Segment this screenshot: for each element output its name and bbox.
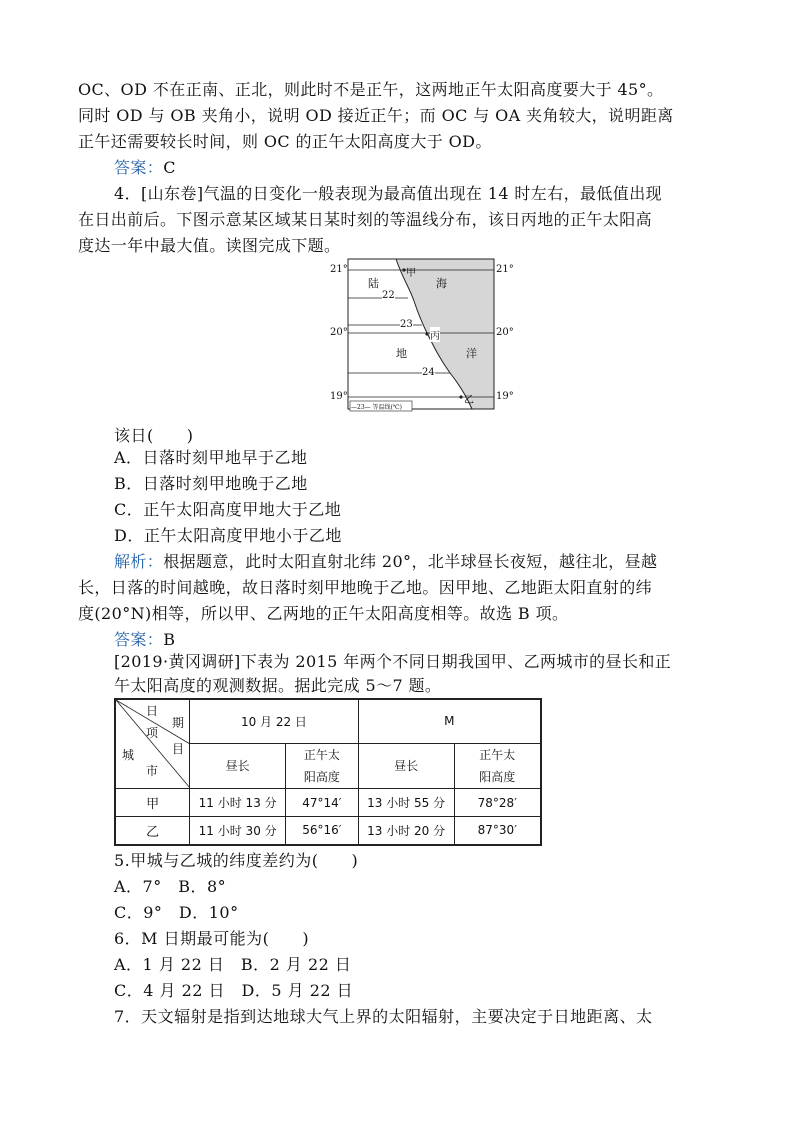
map-legend: —23— 等温线(℃) xyxy=(351,404,402,411)
corner-xiang: 项 xyxy=(146,726,159,740)
lat-19-right: 19° xyxy=(496,391,514,402)
q6-options-1: A．1 月 22 日 B．2 月 22 日 xyxy=(114,955,352,974)
corner-cheng: 城 xyxy=(122,748,135,762)
data-cell: 11 小时 30 分 xyxy=(190,817,286,845)
answer-value: B xyxy=(163,630,176,649)
sub-header-4: 正午太 阳高度 xyxy=(454,743,541,788)
data-cell: 87°30′ xyxy=(454,817,541,845)
analysis-line-1 xyxy=(114,549,728,575)
date-header-1: 10 月 22 日 xyxy=(190,699,358,743)
lat-21-left: 21° xyxy=(330,264,348,275)
place-yi: 乙 xyxy=(464,395,474,406)
lat-21-right: 21° xyxy=(496,264,514,275)
data-cell: 47°14′ xyxy=(286,789,359,817)
q6-options-2: C．4 月 22 日 D．5 月 22 日 xyxy=(114,981,354,1000)
q6-stem: 6．M 日期最可能为( ) xyxy=(114,929,310,948)
corner-shi: 市 xyxy=(146,764,159,778)
city-cell: 甲 xyxy=(115,789,190,817)
isotherm-map xyxy=(330,255,515,415)
q4-option-c: C．正午太阳高度甲地大于乙地 xyxy=(114,500,342,519)
analysis-line-2: 长，日落的时间越晚，故日落时刻甲地晚于乙地。因甲地、乙地距太阳直射的纬 xyxy=(78,578,653,597)
land-label-lu: 陆 xyxy=(368,277,379,290)
q57-line-1: [2019·黄冈调研]下表为 2015 年两个不同日期我国甲、乙两城市的昼长和正 xyxy=(114,652,672,671)
intro-line-2: 同时 OD 与 OB 夹角小，说明 OD 接近正午；而 OC 与 OA 夹角较大，说明距离 xyxy=(78,106,674,125)
isotherm-24: 24 xyxy=(422,367,435,378)
q57-line-2: 午太阳高度的观测数据。据此完成 5～7 题。 xyxy=(114,676,442,695)
date-header-2: M xyxy=(358,699,541,743)
q4-option-a: A．日落时刻甲地早于乙地 xyxy=(114,448,308,467)
land-label-di: 地 xyxy=(396,347,407,360)
q7-stem: 7．天文辐射是指到达地球大气上界的太阳辐射，主要决定于日地距离、太 xyxy=(114,1007,653,1026)
table-corner-cell xyxy=(115,699,190,789)
data-cell: 56°16′ xyxy=(286,817,359,845)
analysis-label: 解析： xyxy=(114,552,164,571)
data-cell: 13 小时 55 分 xyxy=(358,789,454,817)
q4-option-b: B．日落时刻甲地晚于乙地 xyxy=(114,474,308,493)
corner-qi: 期 xyxy=(172,716,185,730)
q4-option-d: D．正午太阳高度甲地小于乙地 xyxy=(114,526,342,545)
lat-20-right: 20° xyxy=(496,327,514,338)
data-cell: 11 小时 13 分 xyxy=(190,789,286,817)
isotherm-22: 22 xyxy=(382,290,395,301)
sub-header-3: 昼长 xyxy=(358,743,454,788)
data-cell: 78°28′ xyxy=(454,789,541,817)
answer-value: C xyxy=(163,158,176,177)
corner-ri: 日 xyxy=(146,704,159,718)
corner-mu: 目 xyxy=(172,742,185,756)
answer-label: 答案： xyxy=(114,630,164,649)
q5-options-2: C．9° D．10° xyxy=(114,903,239,922)
observation-table xyxy=(114,698,542,846)
isotherm-23: 23 xyxy=(400,319,413,330)
city-cell: 乙 xyxy=(115,817,190,845)
sea-label-yang: 洋 xyxy=(466,347,477,360)
q5-options-1: A．7° B．8° xyxy=(114,877,227,896)
data-cell: 13 小时 20 分 xyxy=(358,817,454,845)
analysis-text-1: 根据题意，此时太阳直射北纬 20°，北半球昼长夜短，越往北，昼越 xyxy=(163,552,658,571)
q4-stem: 该日( ) xyxy=(114,426,194,445)
sub-header-1: 昼长 xyxy=(190,743,286,788)
table-row xyxy=(115,817,541,845)
q4-line-3: 度达一年中最大值。读图完成下题。 xyxy=(78,236,341,255)
answer-1 xyxy=(114,155,764,181)
lat-20-left: 20° xyxy=(330,327,348,338)
intro-line-1: OC、OD 不在正南、正北，则此时不是正午，这两地正午太阳高度要大于 45°。 xyxy=(78,80,664,99)
q5-stem: 5.甲城与乙城的纬度差约为( ) xyxy=(114,851,359,870)
analysis-line-3: 度(20°N)相等，所以甲、乙两地的正午太阳高度相等。故选 B 项。 xyxy=(78,604,569,623)
sub-header-2: 正午太 阳高度 xyxy=(286,743,359,788)
q4-line-2: 在日出前后。下图示意某区域某日某时刻的等温线分布，该日丙地的正午太阳高 xyxy=(78,210,653,229)
answer-label: 答案： xyxy=(114,158,164,177)
q4-line-1: 4．[山东卷]气温的日变化一般表现为最高值出现在 14 时左右，最低值出现 xyxy=(114,184,662,203)
place-jia: 甲 xyxy=(406,268,416,279)
place-bing: 丙 xyxy=(430,327,440,342)
lat-19-left: 19° xyxy=(330,391,348,402)
intro-line-3: 正午还需要较长时间，则 OC 的正午太阳高度大于 OD。 xyxy=(78,132,492,151)
table-row xyxy=(115,789,541,817)
sea-label-hai: 海 xyxy=(436,277,447,290)
